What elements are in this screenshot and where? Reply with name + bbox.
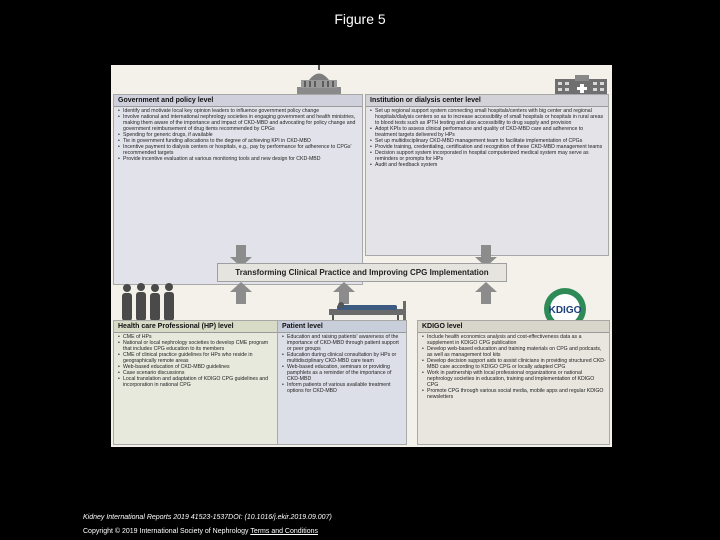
kdigo-logo-text: KDIGO xyxy=(548,305,582,316)
list-item: • Web-based education, seminars or providing pamphlets as a reminder of the importance of CKD-MBD xyxy=(287,365,403,383)
list-item: • Include health economics analysis and cost-effectiveness data as a supplement in KDIGO CPG publication xyxy=(427,335,606,347)
institution-panel-title: Institution or dialysis center level xyxy=(366,95,608,107)
copyright-text: Copyright © 2019 International Society of Nephrology xyxy=(83,528,249,535)
list-item: • Inform patients of various available treatment options for CKD-MBD xyxy=(287,383,403,395)
list-item: • Develop web-based education and training materials on CPG and podcasts, as well as management tool kits xyxy=(427,347,606,359)
list-item: • Case scenario discussions xyxy=(123,371,274,377)
terms-and-conditions-link[interactable]: Terms and Conditions xyxy=(250,528,319,535)
list-item: • Promote CPG through various social media, mobile apps and regular KDIGO newsletters xyxy=(427,389,606,401)
list-item: • Education and raising patients' awareness of the importance of CKD-MBD through patient support or peer groups xyxy=(287,335,403,353)
hcp-item-list xyxy=(114,335,277,389)
list-item: • Set up regional support system connecting small hospitals/centers with big center and regional hospitals/dialysis centers so as to increase accessibility of small hospitals or hospitals in rural areas to blood tests such as iPTH testing and also accessibility to drug supply and provision xyxy=(375,109,605,127)
health-professionals-icon xyxy=(119,283,181,321)
copyright-line xyxy=(83,528,318,535)
kdigo-panel-title: KDIGO level xyxy=(418,321,609,333)
patient-item-list xyxy=(278,335,406,395)
list-item: • Provide incentive evaluation at various monitoring tools and new design for CKD-MBD xyxy=(123,157,359,163)
institution-panel xyxy=(365,94,609,256)
list-item: • Work in partnership with local professional organizations or national nephrology societies in education, training and implementation of KDIGO CPG xyxy=(427,371,606,389)
patient-panel xyxy=(277,320,407,445)
center-banner: Transforming Clinical Practice and Improving CPG Implementation xyxy=(217,263,507,282)
government-item-list xyxy=(114,109,362,163)
list-item: • Tie in government funding allocations to the degree of achieving KPI in CKD-MBD xyxy=(123,139,359,145)
kdigo-panel xyxy=(417,320,610,445)
list-item: • Identify and motivate local key opinion leaders to influence government policy change xyxy=(123,109,359,115)
list-item: • CME of clinical practice guidelines for HPs who reside in geographically remote areas xyxy=(123,353,274,365)
list-item: • Provide training, credentialing, certification and recognition of these CKD-MBD management teams xyxy=(375,145,605,151)
government-panel-title: Government and policy level xyxy=(114,95,362,107)
list-item: • Set up multidisciplinary CKD-MBD management team to facilitate implementation of CPGs xyxy=(375,139,605,145)
list-item: • Develop decision support aids to assist clinicians in providing structured CKD-MBD care according to KDIGO CPG or locally adapted CPG xyxy=(427,359,606,371)
list-item: • Local translation and adaptation of KDIGO CPG guidelines and incorporation in national CPG xyxy=(123,377,274,389)
list-item: • CME of HPs xyxy=(123,335,274,341)
capitol-building-icon xyxy=(293,65,345,95)
list-item: • Incentive payment to dialysis centers or hospitals, e.g., pay by performance for adherence to CPGs' recommended targets xyxy=(123,145,359,157)
institution-item-list xyxy=(366,109,608,169)
citation-text: Kidney International Reports 2019 41523-1537DOI: (10.1016/j.ekir.2019.09.007) xyxy=(83,514,332,521)
list-item: • Decision support system incorporated in hospital computerized medical system may serve as reminders or prompts for HPs xyxy=(375,151,605,163)
list-item: • Adopt KPIs to assess clinical performance and quality of CKD-MBD care and adherence to treatment targets delivered by HPs xyxy=(375,127,605,139)
list-item: • National or local nephrology societies to develop CME program that includes CPG education to its members xyxy=(123,341,274,353)
list-item: • Web-based education of CKD-MBD guidelines xyxy=(123,365,274,371)
arrow-up-left-icon xyxy=(226,282,256,304)
health-care-professional-panel xyxy=(113,320,278,445)
list-item: • Spending for generic drugs, if available xyxy=(123,133,359,139)
hcp-panel-title: Health care Professional (HP) level xyxy=(114,321,277,333)
patient-panel-title: Patient level xyxy=(278,321,406,333)
kdigo-item-list xyxy=(418,335,609,401)
list-item: • Involve national and international nephrology societies in engaging government and health ministries, making them aware of the importance and impact of CKD-MBD and advocating for policy change and government reimbursement of drug items recommended by CPGs xyxy=(123,115,359,133)
list-item: • Education during clinical consultation by HPs or multidisciplinary CKD-MBD care team xyxy=(287,353,403,365)
figure-title: Figure 5 xyxy=(334,11,386,27)
list-item: • Audit and feedback system xyxy=(375,163,605,169)
figure-diagram xyxy=(111,65,612,447)
arrow-up-right-icon xyxy=(471,282,501,304)
